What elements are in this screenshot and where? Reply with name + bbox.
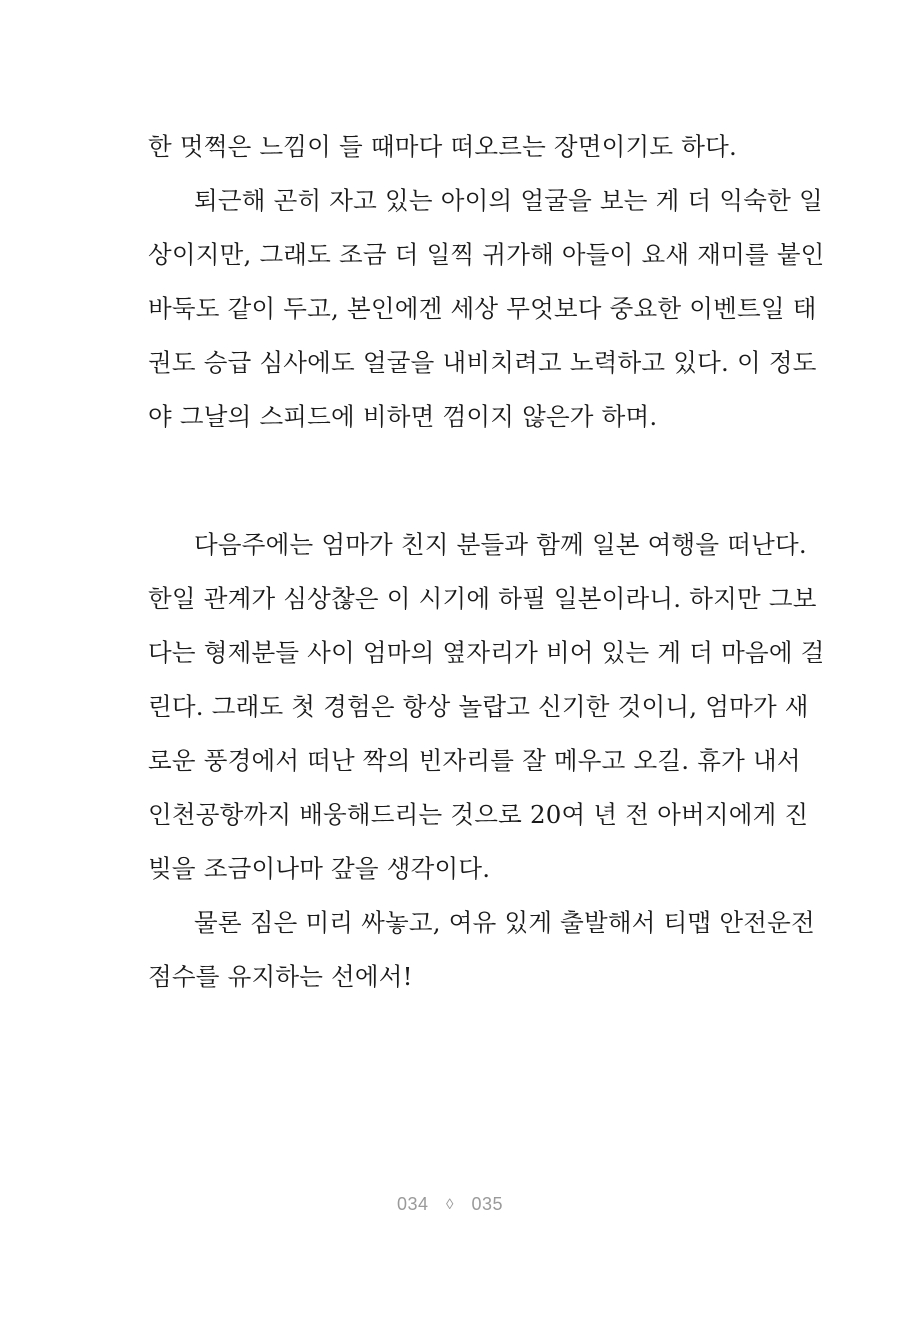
page-numbers [0, 1194, 900, 1215]
text-line: 인천공항까지 배웅해드리는 것으로 20여 년 전 아버지에게 진 [148, 800, 809, 829]
paragraph [148, 120, 776, 174]
text-line: 다는 형제분들 사이 엄마의 옆자리가 비어 있는 게 더 마음에 걸 [148, 638, 825, 667]
text-line: 한일 관계가 심상찮은 이 시기에 하필 일본이라니. 하지만 그보 [148, 584, 817, 613]
page-body [148, 120, 825, 1004]
paragraph-gap [148, 444, 776, 518]
right-page-number: 035 [471, 1194, 504, 1214]
diamond-separator-icon: ◊ [446, 1196, 454, 1213]
text-line: 바둑도 같이 두고, 본인에겐 세상 무엇보다 중요한 이벤트일 태 [148, 294, 817, 323]
text-line: 야 그날의 스피드에 비하면 껌이지 않은가 하며. [148, 402, 658, 431]
paragraph [148, 518, 825, 896]
text-line: 물론 짐은 미리 싸놓고, 여유 있게 출발해서 티맵 안전운전 [194, 908, 815, 937]
paragraph [148, 174, 825, 444]
text-line: 점수를 유지하는 선에서! [148, 962, 413, 991]
text-line: 한 멋쩍은 느낌이 들 때마다 떠오르는 장면이기도 하다. [148, 132, 737, 161]
text-line: 권도 승급 심사에도 얼굴을 내비치려고 노력하고 있다. 이 정도 [148, 348, 817, 377]
text-line: 로운 풍경에서 떠난 짝의 빈자리를 잘 메우고 오길. 휴가 내서 [148, 746, 801, 775]
paragraph [148, 896, 815, 1004]
text-line: 퇴근해 곤히 자고 있는 아이의 얼굴을 보는 게 더 익숙한 일 [194, 186, 823, 215]
text-line: 빚을 조금이나마 갚을 생각이다. [148, 854, 491, 883]
text-line: 다음주에는 엄마가 친지 분들과 함께 일본 여행을 떠난다. [194, 530, 807, 559]
text-line: 린다. 그래도 첫 경험은 항상 놀랍고 신기한 것이니, 엄마가 새 [148, 692, 809, 721]
left-page-number: 034 [396, 1194, 429, 1214]
text-line: 상이지만, 그래도 조금 더 일찍 귀가해 아들이 요새 재미를 붙인 [148, 240, 825, 269]
